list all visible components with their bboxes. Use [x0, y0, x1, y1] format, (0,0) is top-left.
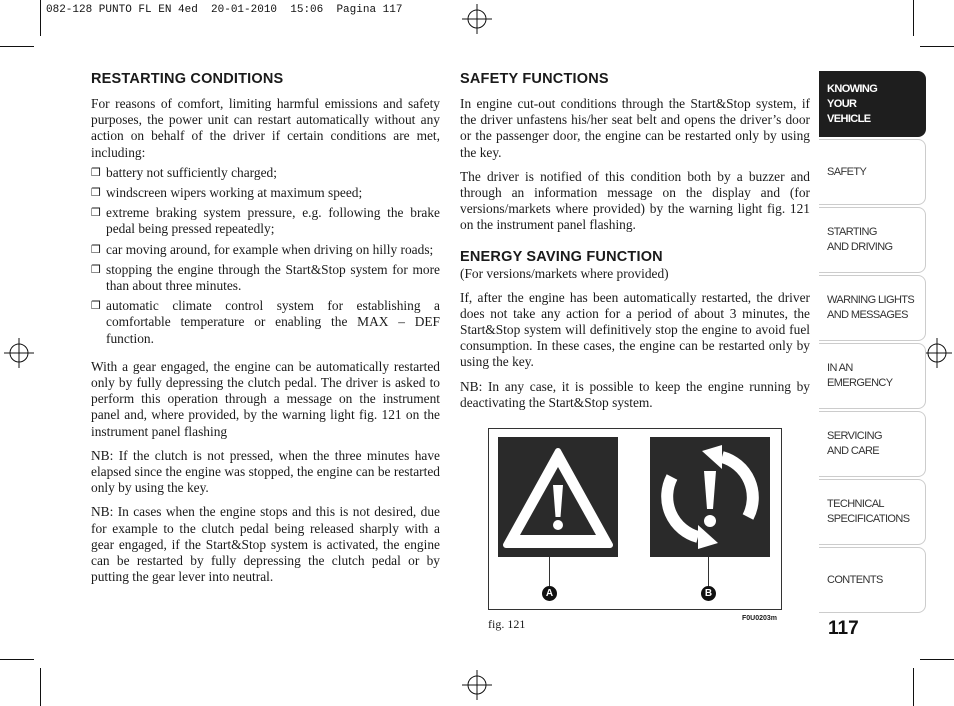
print-slug: 082-128 PUNTO FL EN 4ed 20-01-2010 15:06 Pagina 117 — [46, 4, 403, 16]
tab-starting-and-driving[interactable]: STARTING AND DRIVING — [819, 207, 926, 273]
figure-code: F0U0203m — [742, 615, 778, 622]
list-item: ❒ car moving around, for example when driving on hilly roads; — [91, 241, 434, 257]
crop-mark — [0, 659, 34, 660]
tab-knowing-your-vehicle[interactable]: KNOWING YOUR VEHICLE — [819, 71, 926, 137]
checkbox-bullet-icon: ❒ — [91, 262, 101, 276]
tab-warning-lights[interactable]: WARNING LIGHTS AND MESSAGES — [819, 275, 926, 341]
safety-paragraph-2: The driver is notified of this condition both by a buzzer and through an information message on the display and (for versions/markets where provided) by the warning light fig. 121 on the instrument panel flashing. — [460, 168, 810, 233]
energy-saving-heading: ENERGY SAVING FUNCTION — [460, 248, 663, 265]
tab-contents[interactable]: CONTENTS — [819, 547, 926, 613]
crop-mark — [920, 46, 954, 47]
checkbox-bullet-icon: ❒ — [91, 242, 101, 256]
registration-mark-icon — [922, 338, 952, 368]
list-item: ❒ stopping the engine through the Start&Stop system for more than about three minutes. — [91, 261, 440, 294]
undesired-stop-note-paragraph: NB: In cases when the engine stops and this is not desired, due for example to the clutch pedal being released sharply with a gear engaged, if the Start&Stop system is activated, the engine can be restarted by fully depressing the clutch pedal or by putting the gear lever into neutral. — [91, 504, 440, 585]
energy-saving-paragraph: If, after the engine has been automatically restarted, the driver does not take any action for a period of about 3 minutes, the Start&Stop system will definitively stop the engine to avoid fuel consumption. In these cases, the engine can be restarted only by using the key. — [460, 289, 810, 370]
middle-column — [460, 70, 810, 411]
warning-panel-b — [650, 437, 770, 557]
figure-121 — [488, 428, 782, 610]
list-item: ❒ windscreen wipers working at maximum speed; — [91, 185, 363, 201]
registration-mark-icon — [462, 4, 492, 34]
gear-engaged-paragraph: With a gear engaged, the engine can be automatically restarted only by fully depressing the clutch pedal. The driver is asked to perform this operation through a message on the instrument panel and, where provided, by the warning light fig. 121 on the instrument panel flashing — [91, 358, 440, 439]
left-column — [91, 70, 440, 585]
crop-mark — [913, 668, 914, 706]
energy-saving-note: NB: In any case, it is possible to keep the engine running by deactivating the Start&Stop system. — [460, 378, 810, 410]
callout-b: B — [701, 586, 716, 601]
registration-mark-icon — [4, 338, 34, 368]
safety-paragraph-1: In engine cut-out conditions through the Start&Stop system, if the driver unfastens his/her seat belt and opens the driver’s door or the passenger door, the engine can be restarted only by using the key. — [460, 96, 810, 160]
list-item: ❒ extreme braking system pressure, e.g. following the brake pedal being pressed repeatedly; — [91, 205, 440, 237]
crop-mark — [40, 0, 41, 36]
start-stop-warning-icon — [650, 437, 770, 557]
tab-servicing-and-care[interactable]: SERVICING AND CARE — [819, 411, 926, 477]
energy-saving-subtitle: (For versions/markets where provided) — [460, 265, 669, 281]
safety-functions-heading: SAFETY FUNCTIONS — [460, 71, 609, 87]
tab-in-an-emergency[interactable]: IN AN EMERGENCY — [819, 343, 926, 409]
warning-panel-a — [498, 437, 618, 557]
checkbox-bullet-icon: ❒ — [91, 165, 101, 179]
tab-technical-specifications[interactable]: TECHNICAL SPECIFICATIONS — [819, 479, 926, 545]
crop-mark — [920, 659, 954, 660]
crop-mark — [0, 46, 34, 47]
checkbox-bullet-icon: ❒ — [91, 299, 101, 313]
list-item: ❒ automatic climate control system for establishing a comfortable temperature or enabling the MAX – DEF function. — [91, 298, 440, 346]
callout-a: A — [542, 586, 557, 601]
restarting-intro: For reasons of comfort, limiting harmful emissions and safety purposes, the power unit can restart automatically without any action on behalf of the driver if certain conditions are met, including: — [91, 96, 440, 160]
figure-caption: fig. 121 — [488, 617, 526, 631]
crop-mark — [40, 668, 41, 706]
list-item: ❒ battery not sufficiently charged; — [91, 164, 277, 180]
checkbox-bullet-icon: ❒ — [91, 186, 101, 200]
checkbox-bullet-icon: ❒ — [91, 206, 101, 220]
clutch-note-paragraph: NB: If the clutch is not pressed, when the three minutes have elapsed since the engine was stopped, the engine can be restarted only by using the key. — [91, 447, 440, 496]
tab-safety[interactable]: SAFETY — [819, 139, 926, 205]
crop-mark — [913, 0, 914, 36]
restarting-conditions-heading: RESTARTING CONDITIONS — [91, 71, 284, 87]
registration-mark-icon — [462, 670, 492, 700]
page-number: 117 — [828, 618, 859, 639]
warning-triangle-icon — [498, 437, 618, 557]
